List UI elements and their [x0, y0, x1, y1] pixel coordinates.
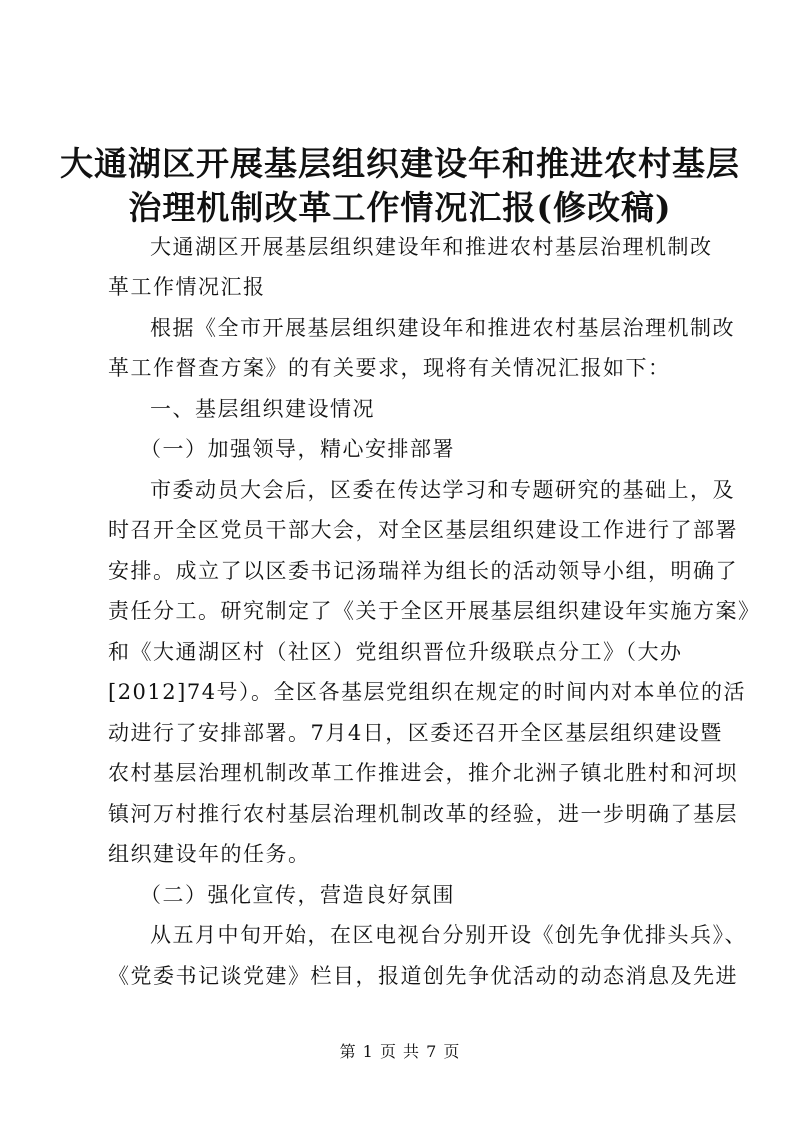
body-line: 镇河万村推行农村基层治理机制改革的经验，进一步明确了基层 — [108, 802, 738, 826]
body-line: [2012]74号）。全区各基层党组织在规定的时间内对本单位的活 — [108, 680, 747, 704]
body-line: 根据《全市开展基层组织建设年和推进农村基层治理机制改 — [150, 316, 735, 340]
document-title-line-1: 大通湖区开展基层组织建设年和推进农村基层 — [60, 144, 740, 183]
body-line: 安排。成立了以区委书记汤瑞祥为组长的活动领导小组，明确了 — [108, 559, 738, 583]
body-line: 革工作情况汇报 — [108, 275, 266, 299]
body-line: 革工作督查方案》的有关要求，现将有关情况汇报如下： — [108, 356, 671, 380]
body-line: 动进行了安排部署。7月4日，区委还召开全区基层组织建设暨 — [108, 721, 723, 745]
body-line: 《党委书记谈党建》栏目，报道创先争优活动的动态消息及先进 — [108, 964, 738, 988]
subsection-heading: （一）加强领导，精心安排部署 — [140, 437, 455, 461]
body-line: 时召开全区党员干部大会，对全区基层组织建设工作进行了部署 — [108, 518, 738, 542]
body-line: 市委动员大会后，区委在传达学习和专题研究的基础上，及 — [150, 478, 735, 502]
body-line: 大通湖区开展基层组织建设年和推进农村基层治理机制改 — [150, 235, 713, 259]
page-footer: 第 1 页 共 7 页 — [339, 1042, 461, 1061]
document-title-line-2: 治理机制改革工作情况汇报(修改稿) — [128, 188, 672, 227]
body-line: 责任分工。研究制定了《关于全区开展基层组织建设年实施方案》 — [108, 599, 761, 623]
subsection-heading: （二）强化宣传，营造良好氛围 — [140, 883, 455, 907]
body-line: 农村基层治理机制改革工作推进会，推介北洲子镇北胜村和河坝 — [108, 761, 738, 785]
body-line: 组织建设年的任务。 — [108, 842, 311, 866]
section-heading: 一、基层组织建设情况 — [150, 397, 375, 421]
body-line: 从五月中旬开始，在区电视台分别开设《创先争优排头兵》、 — [150, 923, 747, 947]
body-line: 和《大通湖区村（社区）党组织晋位升级联点分工》（大办 — [108, 640, 683, 664]
